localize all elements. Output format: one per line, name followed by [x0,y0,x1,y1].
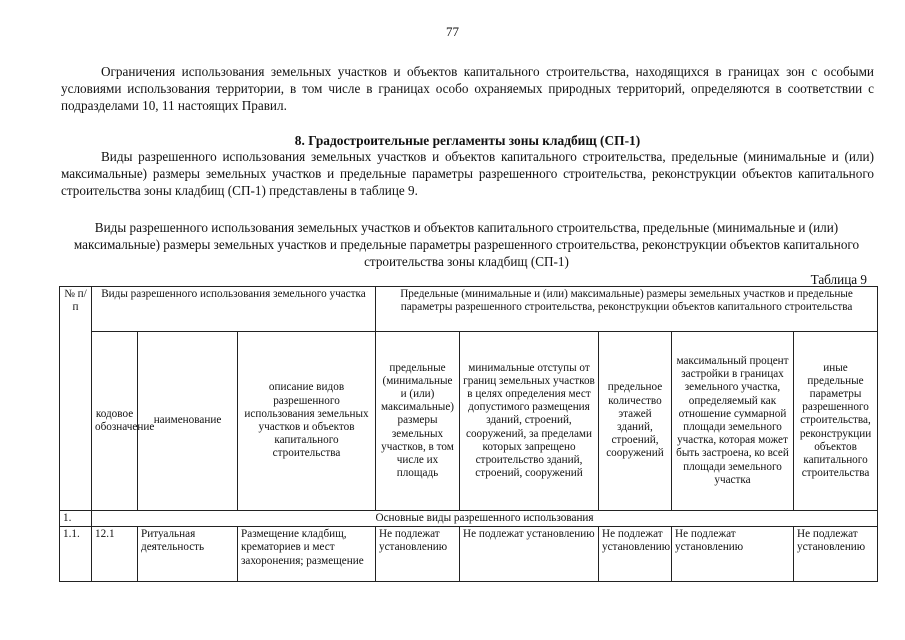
col-header-other: иные предельные параметры разрешенного строительства, реконструкции объектов капитального строительства [794,332,878,511]
header-num: № п/п [60,287,92,511]
row-description: Размещение кладбищ, крематориев и мест захоронения; размещение [238,527,376,582]
regulations-table [59,286,878,582]
header-limits: Предельные (минимальные и (или) максимальные) размеры земельных участков и предельные параметры разрешенного строительства, реконструкции объектов капитального строительства [376,287,878,332]
row-code: 12.1 [92,527,138,582]
row-floors: Не подлежат установлению [599,527,672,582]
col-header-code: кодовое обозначение [92,332,138,511]
table-row [60,527,878,582]
header-uses: Виды разрешенного использования земельного участка [92,287,376,332]
table-header-group-row [60,287,878,332]
table-label: Таблица 9 [810,272,867,287]
section-row-label: Основные виды разрешенного использования [92,511,878,527]
col-header-setbacks: минимальные отступы от границ земельных участков в целях определения мест допустимого размещения зданий, строений, сооружений, за пределами которых запрещено строительство зданий, строений, сооружений [460,332,599,511]
row-other: Не подлежат установлению [794,527,878,582]
table-section-row [60,511,878,527]
section-heading: 8. Градостроительные регламенты зоны кладбищ (СП-1) [294,133,641,148]
col-header-coverage: максимальный процент застройки в границах земельного участка, определяемый как отношение суммарной площади земельного участка, которая может быть застроена, ко всей площади земельного участка [672,332,794,511]
row-plot-size: Не подлежат установлению [376,527,460,582]
row-num: 1.1. [60,527,92,582]
col-header-plot-size: предельные (минимальные и (или) максимальные) размеры земельных участков, в том числе их площадь [376,332,460,511]
col-header-floors: предельное количество этажей зданий, строений, сооружений [599,332,672,511]
section-paragraph: Виды разрешенного использования земельных участков и объектов капитального строительства, предельные (минимальные и (или) максимальные) размеры земельных участков и предельные параметры разрешенного строительства, реконструкции объектов капитального строительства зоны кладбищ (СП-1) представлены в таблице 9. [61,149,874,198]
table-header-columns-row [60,332,878,511]
section-row-num: 1. [60,511,92,527]
page-number: 77 [446,24,459,39]
col-header-description: описание видов разрешенного использования земельных участков и объектов капитального строительства [238,332,376,511]
row-setbacks: Не подлежат установлению [460,527,599,582]
row-coverage: Не подлежат установлению [672,527,794,582]
col-header-name: наименование [138,332,238,511]
row-name: Ритуальная деятельность [138,527,238,582]
intro-paragraph: Ограничения использования земельных участков и объектов капитального строительства, находящихся в границах зон с особыми условиями использования территории, в том числе в границах особо охраняемых природных территорий, определяются в соответствии с подразделами 10, 11 настоящих Правил. [61,64,874,113]
table-caption: Виды разрешенного использования земельных участков и объектов капитального строительства, предельные (минимальные и (или) максимальные) размеры земельных участков и предельные параметры разрешенного строительства, реконструкции объектов капитального строительства зоны кладбищ (СП-1) [73,220,860,269]
